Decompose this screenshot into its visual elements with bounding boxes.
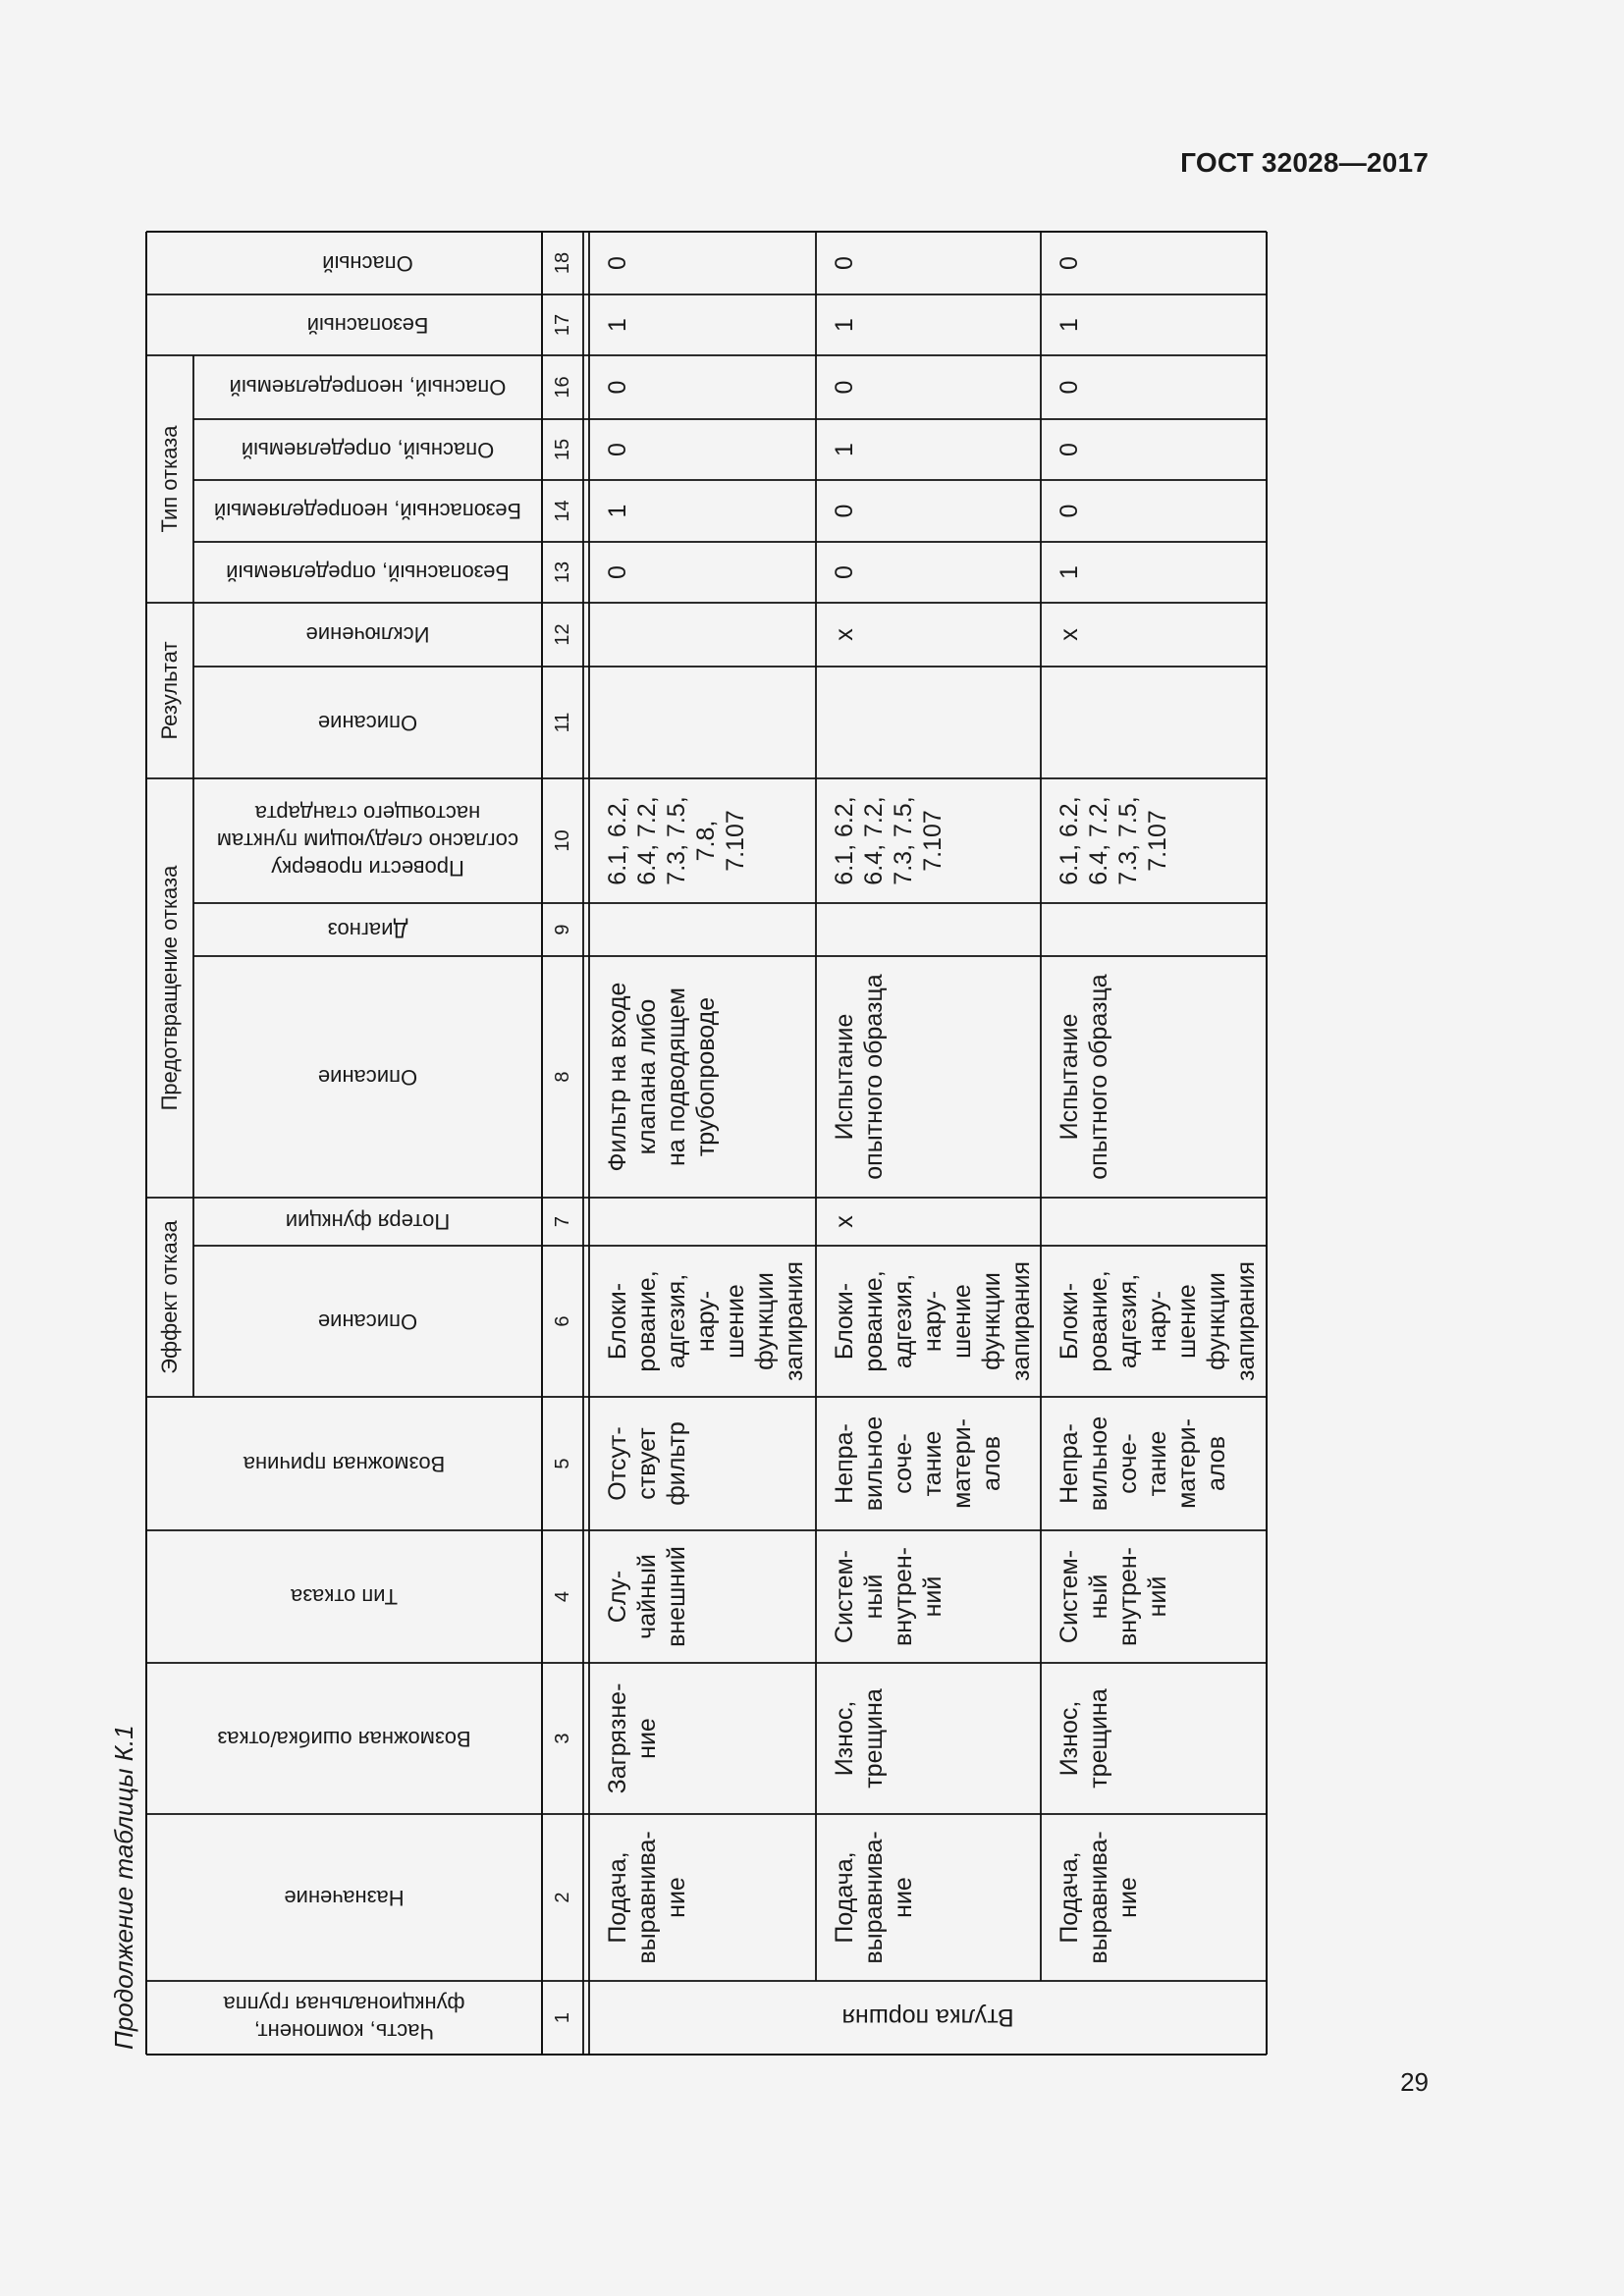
column-header-2-text: Назначение xyxy=(284,1886,405,1910)
table-cell-r1-c4 xyxy=(589,1530,816,1663)
table-cell-r3-c16 xyxy=(1041,355,1267,419)
column-number-8 xyxy=(542,956,583,1198)
table-cell-r3-c14 xyxy=(1041,480,1267,542)
column-header-16 xyxy=(193,355,542,419)
table-cell-r2-c17-text: 1 xyxy=(831,318,858,332)
column-header-18-text: Опасный xyxy=(322,251,413,276)
table-cell-r3-c5 xyxy=(1041,1397,1267,1530)
table-cell-r1-c7-text xyxy=(589,1198,816,1246)
table-cell-r2-c2-text: Подача, выравнива- ние xyxy=(831,1831,917,1964)
table-cell-r1-c16-text: 0 xyxy=(604,380,631,395)
table-cell-r3-c11 xyxy=(1041,667,1267,778)
table-cell-r2-c15 xyxy=(816,419,1041,480)
column-header-8 xyxy=(193,956,542,1198)
table-cell-r2-c2 xyxy=(816,1814,1041,1981)
group-header-effect-text: Эффект отказа xyxy=(157,1220,182,1374)
column-header-15-text: Опасный, определяемый xyxy=(241,438,495,462)
column-header-14-text: Безопасный, неопределяемый xyxy=(214,499,521,524)
table-cell-r3-c13 xyxy=(1041,542,1267,603)
column-number-15-text: 15 xyxy=(551,438,573,461)
column-number-3-text: 3 xyxy=(551,1733,573,1744)
table-cell-r2-c9-text xyxy=(816,903,1041,956)
column-header-17-text: Безопасный xyxy=(306,313,429,338)
table-cell-r1-c10-text: 6.1, 6.2, 6.4, 7.2, 7.3, 7.5, 7.8, 7.107 xyxy=(604,796,749,885)
column-header-9 xyxy=(193,903,542,956)
table-cell-r3-c18 xyxy=(1041,232,1267,294)
table-cell-r3-c11-text xyxy=(1041,667,1267,778)
table-cell-r1-c12-text xyxy=(589,603,816,667)
column-number-18-text: 18 xyxy=(551,251,573,275)
table-cell-r3-c10 xyxy=(1041,778,1267,903)
column-header-3-text: Возможная ошибка/отказ xyxy=(217,1727,471,1751)
column-header-4 xyxy=(146,1530,542,1663)
column-header-5 xyxy=(146,1397,542,1530)
group-header-prevention xyxy=(146,778,193,1198)
table-cell-r1-c6 xyxy=(589,1246,816,1397)
column-number-8-text: 8 xyxy=(551,1071,573,1083)
column-number-1-text: 1 xyxy=(551,2011,573,2024)
column-number-6-text: 6 xyxy=(551,1315,573,1327)
table-cell-r1-c17 xyxy=(589,294,816,355)
column-header-2 xyxy=(146,1814,542,1981)
table-cell-r3-c17 xyxy=(1041,294,1267,355)
column-number-17 xyxy=(542,294,583,355)
column-number-13 xyxy=(542,542,583,603)
table-cell-r1-c16 xyxy=(589,355,816,419)
component-name-cell xyxy=(589,1981,1267,2055)
table-cell-r2-c8-text: Испытание опытного образца xyxy=(831,974,888,1180)
column-number-11-text: 11 xyxy=(551,712,573,733)
table-cell-r3-c9 xyxy=(1041,903,1267,956)
column-number-10 xyxy=(542,778,583,903)
table-cell-r2-c11-text xyxy=(816,667,1041,778)
column-header-14 xyxy=(193,480,542,542)
column-header-13 xyxy=(193,542,542,603)
table-cell-r3-c14-text: 0 xyxy=(1056,504,1083,518)
group-header-result-text: Результат xyxy=(157,641,182,740)
table-cell-r3-c8-text: Испытание опытного образца xyxy=(1056,974,1112,1180)
column-number-9-text: 9 xyxy=(551,924,573,935)
table-cell-r1-c17-text: 1 xyxy=(604,318,631,332)
table-cell-r2-c3-text: Износ, трещина xyxy=(831,1688,888,1789)
table-cell-r3-c3-text: Износ, трещина xyxy=(1056,1688,1112,1789)
table-cell-r3-c7-text xyxy=(1041,1198,1267,1246)
table-cell-r2-c18 xyxy=(816,232,1041,294)
group-header-failure-type-text: Тип отказа xyxy=(157,425,182,533)
table-cell-r2-c10-text: 6.1, 6.2, 6.4, 7.2, 7.3, 7.5, 7.107 xyxy=(831,796,947,885)
column-number-7-text: 7 xyxy=(551,1215,573,1228)
column-number-15 xyxy=(542,419,583,480)
column-header-7-text: Потеря функции xyxy=(285,1209,451,1235)
column-number-13-text: 13 xyxy=(551,561,573,584)
table-cell-r3-c5-text: Непра- вильное соче- тание матери- алов xyxy=(1056,1415,1230,1512)
document-code: ГОСТ 32028—2017 xyxy=(1180,147,1429,178)
column-header-8-text: Описание xyxy=(317,1065,418,1090)
column-number-14 xyxy=(542,480,583,542)
column-header-11-text: Описание xyxy=(317,711,418,735)
column-header-1 xyxy=(146,1981,542,2055)
table-cell-r3-c7 xyxy=(1041,1198,1267,1246)
column-header-16-text: Опасный, неопределяемый xyxy=(229,375,507,400)
table-cell-r1-c2-text: Подача, выравнива- ние xyxy=(604,1831,690,1964)
table-cell-r1-c7 xyxy=(589,1198,816,1246)
table-cell-r2-c12-text: x xyxy=(831,628,858,641)
table-cell-r2-c3 xyxy=(816,1663,1041,1814)
table-cell-r3-c13-text: 1 xyxy=(1056,565,1083,579)
table-cell-r1-c3 xyxy=(589,1663,816,1814)
table-cell-r3-c4-text: Систем- ный внутрен- ний xyxy=(1056,1547,1171,1646)
table-cell-r1-c8-text: Фильтр на входе клапана либо на подводящем трубопроводе xyxy=(604,982,720,1172)
table-cell-r1-c5 xyxy=(589,1397,816,1530)
column-header-1-text: Часть, компонент, функциональная группа xyxy=(223,1992,465,2045)
group-header-prevention-text: Предотвращение отказа xyxy=(157,865,182,1111)
column-number-14-text: 14 xyxy=(551,500,573,522)
component-name-cell-text: Втулка поршня xyxy=(841,2003,1014,2032)
table-cell-r2-c17 xyxy=(816,294,1041,355)
column-header-6-text: Описание xyxy=(317,1309,418,1334)
table-cell-r2-c16 xyxy=(816,355,1041,419)
table-cell-r1-c11-text xyxy=(589,667,816,778)
table-cell-r2-c15-text: 1 xyxy=(831,443,858,456)
table-cell-r3-c12 xyxy=(1041,603,1267,667)
column-number-4 xyxy=(542,1530,583,1663)
table-cell-r3-c18-text: 0 xyxy=(1056,256,1083,270)
table-caption xyxy=(102,1669,146,2056)
table-cell-r1-c14-text: 1 xyxy=(604,504,631,518)
table-cell-r2-c14-text: 0 xyxy=(831,504,858,518)
table-cell-r2-c7 xyxy=(816,1198,1041,1246)
table-cell-r1-c12 xyxy=(589,603,816,667)
column-number-9 xyxy=(542,903,583,956)
table-cell-r2-c10 xyxy=(816,778,1041,903)
column-number-12 xyxy=(542,603,583,667)
table-cell-r3-c15-text: 0 xyxy=(1056,443,1083,456)
group-header-result xyxy=(146,603,193,778)
table-cell-r1-c3-text: Загрязне- ние xyxy=(604,1682,661,1794)
group-header-failure-type xyxy=(146,355,193,603)
table-cell-r1-c2 xyxy=(589,1814,816,1981)
table-cell-r3-c2 xyxy=(1041,1814,1267,1981)
column-header-10-text: Провести проверку согласно следующим пунктам настоящего стандарта xyxy=(216,801,519,881)
table-cell-r1-c13 xyxy=(589,542,816,603)
column-number-6 xyxy=(542,1246,583,1397)
table-cell-r2-c9 xyxy=(816,903,1041,956)
column-number-5 xyxy=(542,1397,583,1530)
table-cell-r1-c18 xyxy=(589,232,816,294)
table-cell-r3-c4 xyxy=(1041,1530,1267,1663)
table-cell-r2-c8 xyxy=(816,956,1041,1198)
table-cell-r3-c15 xyxy=(1041,419,1267,480)
table-cell-r2-c4 xyxy=(816,1530,1041,1663)
page-number: 29 xyxy=(1400,2067,1429,2097)
table-cell-r1-c10 xyxy=(589,778,816,903)
table-cell-r1-c15-text: 0 xyxy=(604,443,631,456)
column-number-16 xyxy=(542,355,583,419)
column-number-17-text: 17 xyxy=(551,313,573,337)
table-cell-r2-c6-text: Блоки- рование, адгезия, нару- шение функции запирания xyxy=(831,1261,1035,1381)
table-cell-r2-c13 xyxy=(816,542,1041,603)
column-header-10 xyxy=(193,778,542,903)
table-cell-r3-c2-text: Подача, выравнива- ние xyxy=(1056,1831,1142,1964)
column-number-11 xyxy=(542,667,583,778)
column-header-12-text: Исключение xyxy=(305,622,430,648)
table-cell-r2-c14 xyxy=(816,480,1041,542)
table-cell-r3-c17-text: 1 xyxy=(1056,318,1083,332)
column-header-9-text: Диагноз xyxy=(327,918,408,942)
group-header-effect xyxy=(146,1198,193,1397)
column-header-13-text: Безопасный, определяемый xyxy=(226,561,510,585)
table-cell-r3-c16-text: 0 xyxy=(1056,380,1083,395)
column-number-5-text: 5 xyxy=(551,1458,573,1469)
column-number-7 xyxy=(542,1198,583,1246)
table-cell-r3-c3 xyxy=(1041,1663,1267,1814)
table-cell-r2-c5 xyxy=(816,1397,1041,1530)
table-cell-r2-c5-text: Непра- вильное соче- тание матери- алов xyxy=(831,1415,1005,1512)
column-number-4-text: 4 xyxy=(551,1590,573,1603)
table-cell-r1-c9-text xyxy=(589,903,816,956)
table-cell-r1-c11 xyxy=(589,667,816,778)
table-cell-r3-c8 xyxy=(1041,956,1267,1198)
table-cell-r1-c5-text: Отсут- ствует фильтр xyxy=(604,1421,690,1506)
column-number-2 xyxy=(542,1814,583,1981)
column-number-3 xyxy=(542,1663,583,1814)
column-header-18 xyxy=(193,232,542,294)
table-cell-r3-c6-text: Блоки- рование, адгезия, нару- шение функции запирания xyxy=(1056,1261,1260,1381)
column-header-4-text: Тип отказа xyxy=(290,1584,399,1610)
column-header-17 xyxy=(193,294,542,355)
column-number-2-text: 2 xyxy=(551,1892,573,1903)
table-cell-r2-c13-text: 0 xyxy=(831,565,858,579)
table-cell-r3-c12-text: x xyxy=(1056,628,1083,641)
column-header-12 xyxy=(193,603,542,667)
column-number-10-text: 10 xyxy=(551,829,573,852)
column-number-12-text: 12 xyxy=(551,623,573,646)
table-cell-r2-c12 xyxy=(816,603,1041,667)
table-caption-text: Продолжение таблицы К.1 xyxy=(109,1725,138,2050)
column-number-16-text: 16 xyxy=(551,376,573,399)
table-cell-r2-c7-text: x xyxy=(831,1215,858,1228)
table-cell-r2-c16-text: 0 xyxy=(831,380,858,395)
table-cell-r2-c6 xyxy=(816,1246,1041,1397)
column-number-18 xyxy=(542,232,583,294)
table-cell-r3-c9-text xyxy=(1041,903,1267,956)
table-cell-r2-c18-text: 0 xyxy=(831,256,858,270)
table-cell-r3-c10-text: 6.1, 6.2, 6.4, 7.2, 7.3, 7.5, 7.107 xyxy=(1056,796,1171,885)
column-header-6 xyxy=(193,1246,542,1397)
table-cell-r1-c9 xyxy=(589,903,816,956)
column-header-5-text: Возможная причина xyxy=(243,1452,446,1476)
column-header-15 xyxy=(193,419,542,480)
table-cell-r1-c15 xyxy=(589,419,816,480)
table-cell-r1-c6-text: Блоки- рование, адгезия, нару- шение функции запирания xyxy=(604,1261,808,1381)
table-cell-r2-c4-text: Систем- ный внутрен- ний xyxy=(831,1547,947,1646)
table-cell-r1-c14 xyxy=(589,480,816,542)
table-cell-r2-c11 xyxy=(816,667,1041,778)
column-header-7 xyxy=(193,1198,542,1246)
column-number-1 xyxy=(542,1981,583,2055)
table-cell-r1-c4-text: Слу- чайный внешний xyxy=(604,1546,690,1647)
table-cell-r1-c13-text: 0 xyxy=(604,565,631,579)
table-cell-r3-c6 xyxy=(1041,1246,1267,1397)
column-header-3 xyxy=(146,1663,542,1814)
table-cell-r1-c18-text: 0 xyxy=(604,256,631,270)
table-cell-r1-c8 xyxy=(589,956,816,1198)
column-header-11 xyxy=(193,667,542,778)
